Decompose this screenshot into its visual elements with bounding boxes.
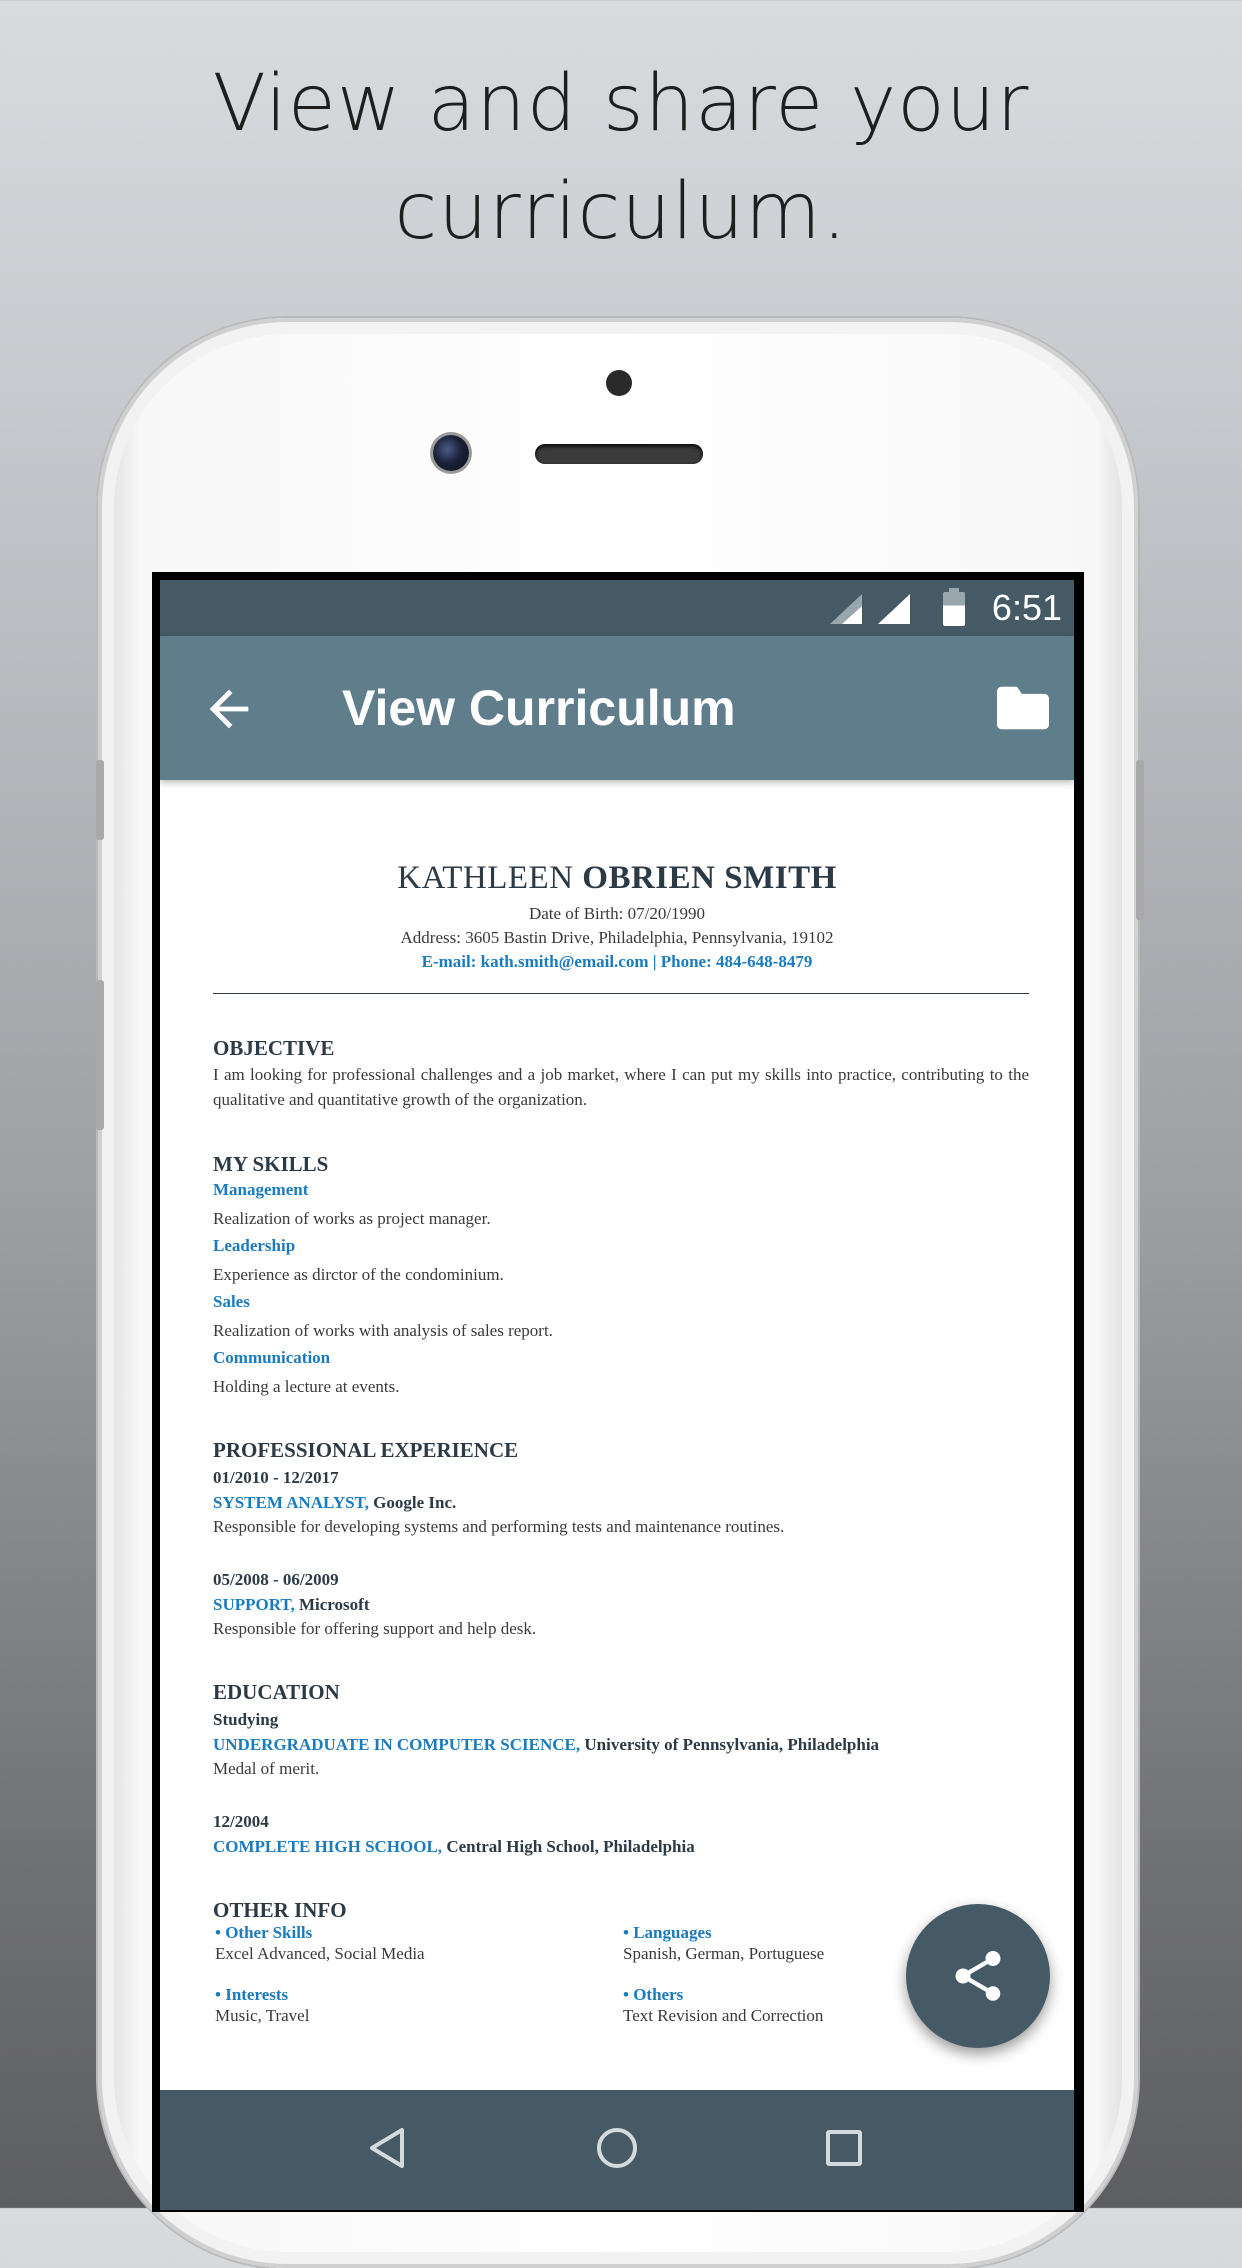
back-button[interactable] xyxy=(200,680,258,738)
skill-desc: Realization of works with analysis of sales report. xyxy=(213,1321,553,1340)
resume-first-name: KATHLEEN xyxy=(397,860,574,896)
square-recents-icon xyxy=(814,2118,874,2178)
experience-desc: Responsible for offering support and help desk. xyxy=(213,1619,537,1638)
circle-home-icon xyxy=(587,2118,647,2178)
experience-role-line xyxy=(213,1592,1029,1617)
interests-block xyxy=(215,1984,309,2026)
experience-desc: Responsible for developing systems and performing tests and maintenance routines. xyxy=(213,1517,785,1536)
status-bar xyxy=(160,580,1074,636)
resume-name xyxy=(160,860,1074,897)
open-folder-button[interactable] xyxy=(994,682,1052,734)
earpiece-speaker xyxy=(535,444,703,464)
nav-back-button[interactable] xyxy=(360,2118,420,2178)
front-camera xyxy=(433,435,469,471)
experience-dates: 01/2010 - 12/2017 xyxy=(213,1468,339,1487)
education-degree: COMPLETE HIGH SCHOOL, xyxy=(213,1837,443,1856)
skill-title: Communication xyxy=(213,1348,331,1367)
arrow-left-icon xyxy=(200,680,258,738)
skill-title: Leadership xyxy=(213,1236,296,1255)
nav-home-button[interactable] xyxy=(587,2118,647,2178)
languages-block xyxy=(623,1922,824,1964)
education-note: Medal of merit. xyxy=(213,1759,320,1778)
objective-text: I am looking for professional challenges and a job market, where I can put my skills into practice, contributing to the qualitative and quantitative growth of the organization. xyxy=(213,1065,1029,1109)
resume-address: Address: 3605 Bastin Drive, Philadelphia, Pennsylvania, 19102 xyxy=(400,928,834,947)
experience-heading: PROFESSIONAL EXPERIENCE xyxy=(213,1438,519,1462)
phone-screen xyxy=(160,580,1074,2210)
nav-recents-button[interactable] xyxy=(814,2118,874,2178)
education-heading: EDUCATION xyxy=(213,1680,340,1704)
objective-heading: OBJECTIVE xyxy=(213,1036,335,1060)
languages-title: • Languages xyxy=(623,1923,712,1942)
experience-role: SUPPORT, xyxy=(213,1595,295,1614)
skill-desc: Realization of works as project manager. xyxy=(213,1209,491,1228)
experience-company: Microsoft xyxy=(294,1595,370,1614)
promo-headline xyxy=(0,50,1242,266)
education-degree: UNDERGRADUATE IN COMPUTER SCIENCE, xyxy=(213,1735,581,1754)
skills-heading: MY SKILLS xyxy=(213,1152,329,1176)
signal-full-icon xyxy=(876,592,912,626)
others-value: Text Revision and Correction xyxy=(623,2006,824,2025)
others-title: • Others xyxy=(623,1985,684,2004)
other-skills-block xyxy=(215,1922,425,1964)
other-skills-value: Excel Advanced, Social Media xyxy=(215,1944,425,1963)
share-icon xyxy=(948,1946,1008,2006)
promo-line-2: curriculum. xyxy=(394,167,848,257)
phone-side-button xyxy=(96,980,104,1130)
phone-volume-button xyxy=(96,760,104,840)
promo-line-1: View and share your xyxy=(212,59,1030,149)
page-title: View Curriculum xyxy=(342,680,736,736)
education-status: 12/2004 xyxy=(213,1812,269,1831)
proximity-sensor xyxy=(606,370,632,396)
signal-weak-icon xyxy=(828,592,864,626)
skill-title: Sales xyxy=(213,1292,250,1311)
header-divider xyxy=(213,993,1029,994)
skill-title: Management xyxy=(213,1180,309,1199)
others-block xyxy=(623,1984,823,2026)
experience-dates: 05/2008 - 06/2009 xyxy=(213,1570,339,1589)
triangle-back-icon xyxy=(360,2118,420,2178)
experience-company: Google Inc. xyxy=(368,1493,457,1512)
experience-role: SYSTEM ANALYST, xyxy=(213,1493,369,1512)
other-info-heading: OTHER INFO xyxy=(213,1898,347,1922)
folder-icon xyxy=(994,682,1052,734)
skill-desc: Holding a lecture at events. xyxy=(213,1377,400,1396)
interests-value: Music, Travel xyxy=(215,2006,310,2025)
languages-value: Spanish, German, Portuguese xyxy=(623,1944,825,1963)
education-degree-line xyxy=(213,1834,1029,1859)
battery-icon xyxy=(943,592,965,626)
resume-contact: E-mail: kath.smith@email.com | Phone: 484-648-8479 xyxy=(421,952,813,971)
phone-power-button xyxy=(1136,760,1144,920)
education-status: Studying xyxy=(213,1710,279,1729)
interests-title: • Interests xyxy=(215,1985,289,2004)
app-bar xyxy=(160,636,1074,780)
education-school: Central High School, Philadelphia xyxy=(442,1837,695,1856)
education-degree-line xyxy=(213,1732,1029,1757)
education-school: University of Pennsylvania, Philadelphia xyxy=(580,1735,880,1754)
curriculum-document xyxy=(160,780,1074,2090)
resume-dob: Date of Birth: 07/20/1990 xyxy=(528,904,706,923)
other-skills-title: • Other Skills xyxy=(215,1923,313,1942)
share-button[interactable] xyxy=(906,1904,1050,2048)
skill-desc: Experience as dirctor of the condominium. xyxy=(213,1265,504,1284)
navigation-bar xyxy=(160,2090,1074,2210)
experience-role-line xyxy=(213,1490,1029,1515)
status-time: 6:51 xyxy=(991,587,1062,628)
resume-last-name: OBRIEN SMITH xyxy=(582,860,837,896)
